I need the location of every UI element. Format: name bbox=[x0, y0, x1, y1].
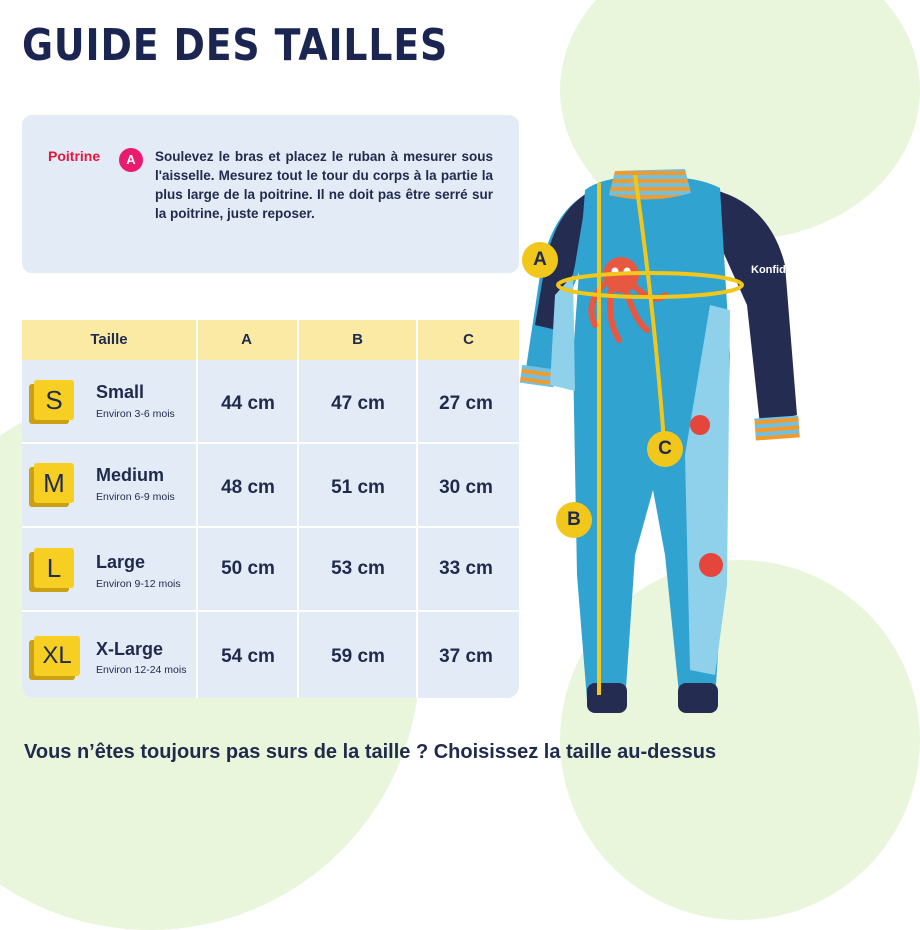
table-row bbox=[22, 612, 519, 694]
measurement-instructions: Soulevez le bras et placez le ruban à mesurer sous l'aisselle. Mesurez tout le tour du corps à la partie la plus large de la poitrine. Il ne doit pas être serré sur la poitrine, juste reposer. bbox=[155, 149, 493, 221]
column-header-a: A bbox=[241, 331, 252, 348]
measurement-b: 59 cm bbox=[331, 646, 385, 667]
measurement-b: 53 cm bbox=[331, 558, 385, 579]
size-tag: S bbox=[34, 380, 74, 420]
measurement-a: 54 cm bbox=[221, 646, 275, 667]
measurement-a: 48 cm bbox=[221, 477, 275, 498]
size-tag: M bbox=[34, 463, 74, 503]
column-header-c: C bbox=[463, 331, 474, 348]
marker-c: C bbox=[647, 431, 683, 467]
size-name: Medium bbox=[96, 465, 165, 485]
measurement-info-panel bbox=[22, 115, 519, 273]
size-name: Small bbox=[96, 382, 145, 402]
measurement-b: 51 cm bbox=[331, 477, 385, 498]
table-row bbox=[22, 360, 519, 442]
column-header-b: B bbox=[352, 331, 363, 348]
size-age: Environ 12-24 mois bbox=[96, 664, 187, 676]
table-header-row bbox=[22, 320, 519, 360]
table-row bbox=[22, 528, 519, 610]
size-name: X-Large bbox=[96, 639, 164, 659]
measurement-c: 33 cm bbox=[439, 558, 493, 579]
marker-b: B bbox=[556, 502, 592, 538]
marker-a: A bbox=[522, 242, 558, 278]
size-age: Environ 6-9 mois bbox=[96, 491, 175, 503]
size-tag: L bbox=[34, 548, 74, 588]
page-title: GUIDE DES TAILLES bbox=[22, 20, 449, 71]
size-age: Environ 3-6 mois bbox=[96, 408, 175, 420]
footer-note: Vous n’êtes toujours pas surs de la taille ? Choisissez la taille au-dessus bbox=[24, 741, 717, 763]
measurement-a: 44 cm bbox=[221, 393, 275, 414]
size-tag: XL bbox=[34, 636, 80, 676]
column-header-size: Taille bbox=[90, 331, 128, 348]
size-table bbox=[22, 320, 519, 698]
table-row bbox=[22, 444, 519, 526]
measurement-b: 47 cm bbox=[331, 393, 385, 414]
brand-logo: Konfidence bbox=[751, 264, 811, 276]
size-name: Large bbox=[96, 552, 146, 572]
measurement-label: Poitrine bbox=[48, 148, 101, 164]
size-age: Environ 9-12 mois bbox=[96, 578, 181, 590]
measurement-badge: A bbox=[119, 148, 143, 172]
measurement-c: 30 cm bbox=[439, 477, 493, 498]
measurement-a: 50 cm bbox=[221, 558, 275, 579]
measurement-c: 37 cm bbox=[439, 646, 493, 667]
measurement-c: 27 cm bbox=[439, 393, 493, 414]
